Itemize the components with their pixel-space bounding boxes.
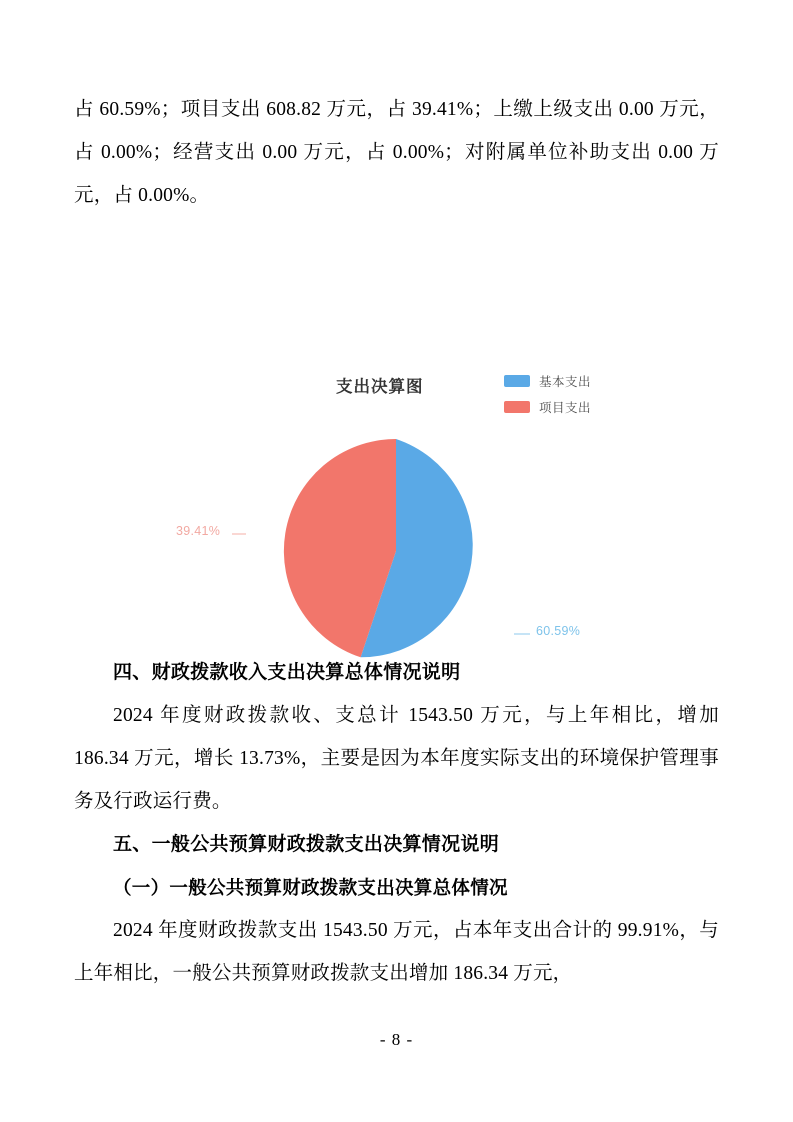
page-content <box>74 88 719 995</box>
paragraph-section-four: 2024 年度财政拨款收、支总计 1543.50 万元，与上年相比，增加 186.34 万元，增长 13.73%，主要是因为本年度实际支出的环境保护管理事务及行政运行费。 <box>74 705 719 812</box>
legend-label-project: 项目支出 <box>539 401 592 415</box>
pie-label-basic: 60.59% <box>536 624 581 638</box>
paragraph-section-five-one: 2024 年度财政拨款支出 1543.50 万元，占本年支出合计的 99.91%，与上年相比，一般公共预算财政拨款支出增加 186.34 万元， <box>74 920 719 984</box>
pie-label-project: 39.41% <box>176 524 221 538</box>
expenditure-pie-chart <box>74 231 719 651</box>
heading-section-five-one: （一）一般公共预算财政拨款支出决算总体情况 <box>113 877 508 898</box>
heading-section-five: 五、一般公共预算财政拨款支出决算情况说明 <box>113 834 500 855</box>
chart-title: 支出决算图 <box>336 378 424 396</box>
legend-label-basic: 基本支出 <box>539 375 592 389</box>
heading-section-four: 四、财政拨款收入支出决算总体情况说明 <box>113 662 461 683</box>
pie-leader-lines <box>74 391 719 651</box>
legend-item-basic <box>504 372 694 390</box>
paragraph-expenditure-breakdown: 占 60.59%；项目支出 608.82 万元，占 39.41%；上缴上级支出 0.00 万元，占 0.00%；经营支出 0.00 万元，占 0.00%；对附属单位补助支出 0.00 万元，占 0.00%。 <box>74 99 719 206</box>
page-number: - 8 - <box>379 1030 414 1049</box>
legend-swatch-basic <box>504 375 530 387</box>
